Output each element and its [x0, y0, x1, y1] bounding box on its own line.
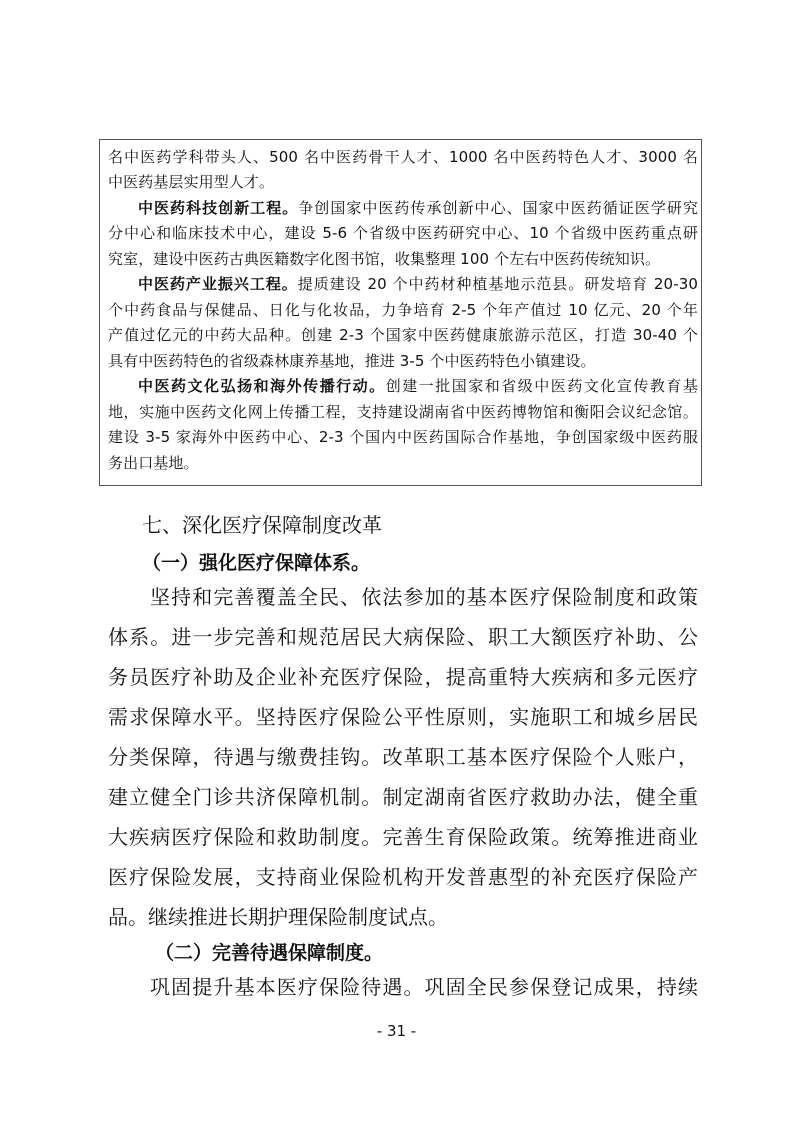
box-text-line: 务出口基地。 — [108, 454, 199, 472]
box-text: 提质建设 20 个中药材种植基地示范县。研发培育 20-30 — [297, 275, 698, 293]
box-text-line: 个中药食品与保健品、日化与化妆品，力争培育 2-5 个年产值过 10 亿元、20 个年 — [108, 301, 698, 319]
body-text-line: 坚持和完善覆盖全民、依法参加的基本医疗保险制度和政策 — [150, 585, 698, 609]
body-text-line: 务员医疗补助及企业补充医疗保险，提高重特大疾病和多元医疗 — [108, 665, 698, 689]
box-paragraph-line — [108, 272, 698, 296]
page-number: - 31 - — [376, 1022, 417, 1040]
section-heading: 七、深化医疗保障制度改革 — [142, 513, 382, 537]
body-text-line: 巩固提升基本医疗保险待遇。巩固全民参保登记成果，持续 — [150, 975, 698, 999]
body-text-line: 体系。进一步完善和规范居民大病保险、职工大额医疗补助、公 — [108, 625, 698, 649]
subsection-heading: （一）强化医疗保障体系。 — [142, 552, 371, 574]
body-text-line: 需求保障水平。坚持医疗保险公平性原则，实施职工和城乡居民 — [108, 705, 698, 729]
subsection-heading: （二）完善待遇保障制度。 — [155, 942, 384, 964]
box-paragraph-title: 中医药科技创新工程。 — [138, 199, 299, 217]
body-text-line: 大疾病医疗保险和救助制度。完善生育保险政策。统筹推进商业 — [108, 825, 698, 849]
body-text-line: 品。继续推进长期护理保险制度试点。 — [108, 905, 448, 929]
box-paragraph-line — [108, 374, 698, 398]
box-text-line: 名中医药学科带头人、500 名中医药骨干人才、1000 名中医药特色人才、3000 名 — [108, 148, 698, 166]
body-text-line: 医疗保险发展，支持商业保险机构开发普惠型的补充医疗保险产 — [108, 865, 698, 889]
box-text-line: 具有中医药特色的省级森林康养基地，推进 3-5 个中医药特色小镇建设。 — [108, 352, 596, 370]
box-paragraph-title: 中医药产业振兴工程。 — [138, 275, 298, 293]
box-text: 争创国家中医药传承创新中心、国家中医药循证医学研究 — [298, 199, 698, 217]
box-text-line: 建设 3-5 家海外中医药中心、2-3 个国内中医药国际合作基地，争创国家级中医药服 — [108, 428, 698, 446]
box-text-line: 分中心和临床技术中心，建设 5-6 个省级中医药研究中心、10 个省级中医药重点研 — [108, 224, 698, 242]
box-text-line: 产值过亿元的中药大品种。创建 2-3 个国家中医药健康旅游示范区，打造 30-40 个 — [108, 326, 698, 344]
body-text-line: 分类保障，待遇与缴费挂钩。改革职工基本医疗保险个人账户， — [108, 745, 698, 769]
box-paragraph-line — [108, 196, 698, 220]
box-text-line: 中医药基层实用型人才。 — [108, 173, 275, 191]
box-text-line: 究室，建设中医药古典医籍数字化图书馆，收集整理 100 个左右中医药传统知识。 — [108, 250, 661, 268]
box-paragraph-title: 中医药文化弘扬和海外传播行动。 — [138, 377, 386, 395]
box-text: 创建一批国家和省级中医药文化宣传教育基 — [385, 377, 698, 395]
body-text-line: 建立健全门诊共济保障机制。制定湖南省医疗救助办法，健全重 — [108, 785, 698, 809]
box-text-line: 地，实施中医药文化网上传播工程，支持建设湖南省中医药博物馆和衡阳会议纪念馆。 — [108, 403, 698, 421]
